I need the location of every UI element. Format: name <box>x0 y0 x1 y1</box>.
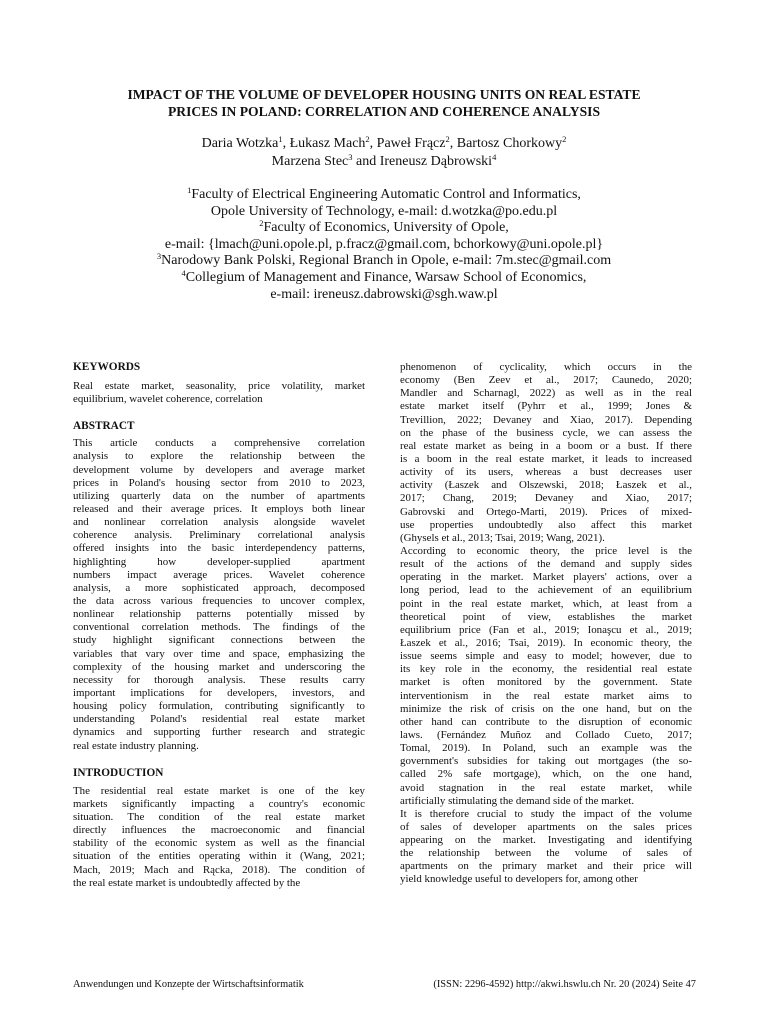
affiliation-text: Faculty of Economics, University of Opole, <box>263 220 509 236</box>
text-line: equilibrium price (Fan et al., 2019; Ionaşcu et al., 2019; <box>400 623 692 636</box>
introduction-text <box>73 785 365 890</box>
title-line: PRICES IN POLAND: CORRELATION AND COHERENCE ANALYSIS <box>167 104 601 119</box>
right-column <box>400 361 692 887</box>
author-separator: , <box>282 136 290 151</box>
text-line: phenomenon of cyclicality, which occurs in the <box>400 361 692 373</box>
text-line: numbers impact average prices. Wavelet coherence <box>73 568 365 581</box>
author-line <box>70 153 698 171</box>
text-line: government's subsidies for taking out mortgages (the so- <box>400 755 692 768</box>
affiliation-marker: 3 <box>348 152 353 162</box>
text-line: long period, lead to the achievement of an equilibrium <box>400 584 692 597</box>
text-line: market is often monitored by the government. State <box>400 676 692 689</box>
text-line: offered insights into the basic interdependency patterns, <box>73 542 365 555</box>
text-line: estate market itself (Pyhrr et al., 1999; Jones & <box>400 400 692 413</box>
text-line: This article conducts a comprehensive correlation <box>73 437 365 450</box>
text-line: activity (Łaszek and Olszewski, 2018; Łaszek et al., <box>400 479 692 492</box>
text-line: coherence analysis. Preliminary correlational analysis <box>73 529 365 542</box>
text-line: utilizing quarterly data on the number of apartments <box>73 489 365 502</box>
abstract-text <box>73 437 365 752</box>
text-line: theoretical point of view, establishes the market <box>400 610 692 623</box>
text-line: housing policy formulation, contributing significantly to <box>73 700 365 713</box>
text-line: situation of the entities operating within it (Wang, 2021; <box>73 850 365 863</box>
text-line: released and their average prices. It employs both linear <box>73 502 365 515</box>
affiliations <box>70 187 698 303</box>
text-line: yield knowledge useful to developers for, among other <box>400 873 638 886</box>
text-line: called 2% safe mortgage), which, on the one hand, <box>400 768 692 781</box>
text-line: economy (Ben Zeev et al., 2017; Caunedo, 2020; <box>400 374 692 387</box>
text-line: highlighting how developer-supplied apartment <box>73 555 365 568</box>
text-line: result of the actions of the demand and supply sides <box>400 558 692 571</box>
introduction-heading: INTRODUCTION <box>73 766 164 779</box>
affiliation-text: Collegium of Management and Finance, Warsaw School of Economics, <box>185 269 587 285</box>
text-line: the real estate market is undoubtedly affected by the <box>73 876 301 889</box>
text-line: point in the real estate market, which, at least from a <box>400 597 692 610</box>
text-line: According to economic theory, the price level is the <box>400 544 692 557</box>
text-line: analysis, a more sophisticated approach, decomposed <box>73 581 365 594</box>
text-line: of sales of developer apartments on the sales prices <box>400 820 692 833</box>
author-line <box>70 135 698 153</box>
author-list <box>70 135 698 171</box>
text-line: understanding Poland's residential real estate market <box>73 713 365 726</box>
text-line: The residential real estate market is one of the key <box>73 784 365 797</box>
affiliation-text: Narodowy Bank Polski, Regional Branch in Opole, e-mail: 7m.stec@gmail.com <box>161 253 612 269</box>
text-line: markets significantly impacting a country's economic <box>73 797 365 810</box>
affiliation-line: e-mail: {lmach@uni.opole.pl, p.fracz@gmail.com, bchorkowy@uni.opole.pl} <box>164 236 604 252</box>
text-line: the relationship between the volume of sales of <box>400 847 692 860</box>
text-line: use properties undoubtedly also affect this market <box>400 518 692 531</box>
affiliation-line: Opole University of Technology, e-mail: d.wotzka@po.edu.pl <box>210 203 558 219</box>
affiliation-marker: 4 <box>492 152 497 162</box>
affiliation-line <box>70 253 698 270</box>
text-line: on the phase of the business cycle, we can assess the <box>400 426 692 439</box>
author-conjunction: and <box>352 154 380 169</box>
text-line: stability of the economic system as well as the financial <box>73 837 365 850</box>
author-separator: , <box>449 136 457 151</box>
author-name: Marzena Stec <box>271 154 349 169</box>
affiliation-marker: 3 <box>156 251 162 262</box>
affiliation-text: Faculty of Electrical Engineering Automatic Control and Informatics, <box>191 187 581 202</box>
text-line: Trevillion, 2022; Devaney and Xiao, 2017). Depending <box>400 413 692 426</box>
affiliation-marker: 4 <box>181 267 186 278</box>
author-name: Paweł Frącz <box>376 136 446 151</box>
text-line: directly influences the macroeconomic and financial <box>73 824 365 837</box>
text-line: apartments on the primary market and their price will <box>400 860 692 873</box>
text-line: complexity of the housing market and underscoring the <box>73 660 365 673</box>
author-name: Daria Wotzka <box>201 136 279 151</box>
text-line: prices in Poland's housing sector from 2010 to 2023, <box>73 476 365 489</box>
text-line: Mandler and Scharnagl, 2022) as well as in the real <box>400 387 692 400</box>
text-line: is a boom in the real estate market, it leads to increased <box>400 452 692 465</box>
text-line: necessity for thorough analysis. These results carry <box>73 673 365 686</box>
text-line: other hand can contribute to the disruption of economic <box>400 715 692 728</box>
text-line: nonlinear relationship patterns potentially missed by <box>73 608 365 621</box>
author-name: Łukasz Mach <box>289 136 366 151</box>
text-line: real estate market as being in a boom or a bust. If there <box>400 439 692 452</box>
affiliation-line <box>70 187 698 204</box>
affiliation-marker: 2 <box>562 134 567 144</box>
text-line: situation. The condition of the real estate market <box>73 810 365 823</box>
keywords-text <box>73 380 365 406</box>
title-line: IMPACT OF THE VOLUME OF DEVELOPER HOUSING UNITS ON REAL ESTATE <box>127 87 641 102</box>
text-line: the data across various frequencies to uncover complex, <box>73 594 365 607</box>
text-line: study highlight significant connections between the <box>73 634 365 647</box>
text-line: minimize the risk of crisis on the one hand, but on the <box>400 702 692 715</box>
text-line: Tomal, 2019). In Poland, such an example was the <box>400 742 692 755</box>
text-line: variables that vary over time and space, emphasizing the <box>73 647 365 660</box>
text-line: Real estate market, seasonality, price volatility, market <box>73 380 365 392</box>
author-separator: , <box>369 136 377 151</box>
affiliation-line <box>70 220 698 237</box>
text-line: activity of its users, whereas a bust decreases user <box>400 466 692 479</box>
text-line: laws. (Fernández Muñoz and Collado Cueto, 2017; <box>400 728 692 741</box>
text-line: interventionism in the real estate market aims to <box>400 689 692 702</box>
keywords-heading: KEYWORDS <box>73 361 141 373</box>
author-name: Ireneusz Dąbrowski <box>379 154 493 169</box>
affiliation-line <box>70 267 698 287</box>
text-line: analysis to explore the relationship between the <box>73 450 365 463</box>
text-line: important implications for developers, investors, and <box>73 686 365 699</box>
affiliation-marker: 2 <box>259 218 264 229</box>
affiliation-marker: 1 <box>278 134 283 144</box>
text-line: appearing on the market. Investigating and identifying <box>400 834 692 847</box>
affiliation-marker: 2 <box>365 134 370 144</box>
footer-issn-page: (ISSN: 2296-4592) http://akwi.hswlu.ch Nr. 20 (2024) Seite 47 <box>433 979 696 990</box>
text-line: and nonlinear correlation analysis alongside wavelet <box>73 516 365 529</box>
text-line: real estate industry planning. <box>73 739 199 752</box>
text-line: 2017; Chang, 2019; Devaney and Xiao, 2017; <box>400 492 692 505</box>
text-line: operating in the market. Market players' actions, over a <box>400 571 692 584</box>
body-text <box>400 361 692 887</box>
text-line: avoid stagnation in the real estate market, while <box>400 781 692 794</box>
affiliation-marker: 1 <box>187 185 192 195</box>
text-line: conventional correlation methods. The findings of the <box>73 621 365 634</box>
author-name: Bartosz Chorkowy <box>456 136 563 151</box>
text-line: artificially stimulating the demand side of the market. <box>400 794 635 807</box>
text-line: dynamics and supporting further research and strategic <box>73 726 365 739</box>
text-line: development volume by developers and average market <box>73 463 365 476</box>
text-line: Mach, 2019; Mach and Rącka, 2018). The condition of <box>73 863 365 876</box>
text-line: issue seems simple and easy to model; however, due to <box>400 650 692 663</box>
abstract-heading: ABSTRACT <box>73 420 135 433</box>
affiliation-marker: 2 <box>445 134 450 144</box>
text-line: Łaszek et al., 2016; Tsai, 2019). In economic theory, the <box>400 636 692 649</box>
affiliation-line: e-mail: ireneusz.dabrowski@sgh.waw.pl <box>270 286 498 302</box>
text-line: Gabrovski and Ortego-Marti, 2019). Prices of mixed- <box>400 505 692 518</box>
left-column <box>73 360 365 890</box>
text-line: (Ghysels et al., 2013; Tsai, 2019; Wang, 2021). <box>400 531 605 544</box>
text-line: equilibrium, wavelet coherence, correlation <box>73 393 263 406</box>
text-line: It is therefore crucial to study the impact of the volume <box>400 807 692 820</box>
footer-journal: Anwendungen und Konzepte der Wirtschaftsinformatik <box>73 979 304 990</box>
paper-title <box>70 86 698 120</box>
text-line: its key role in the economy, the residential real estate <box>400 663 692 676</box>
